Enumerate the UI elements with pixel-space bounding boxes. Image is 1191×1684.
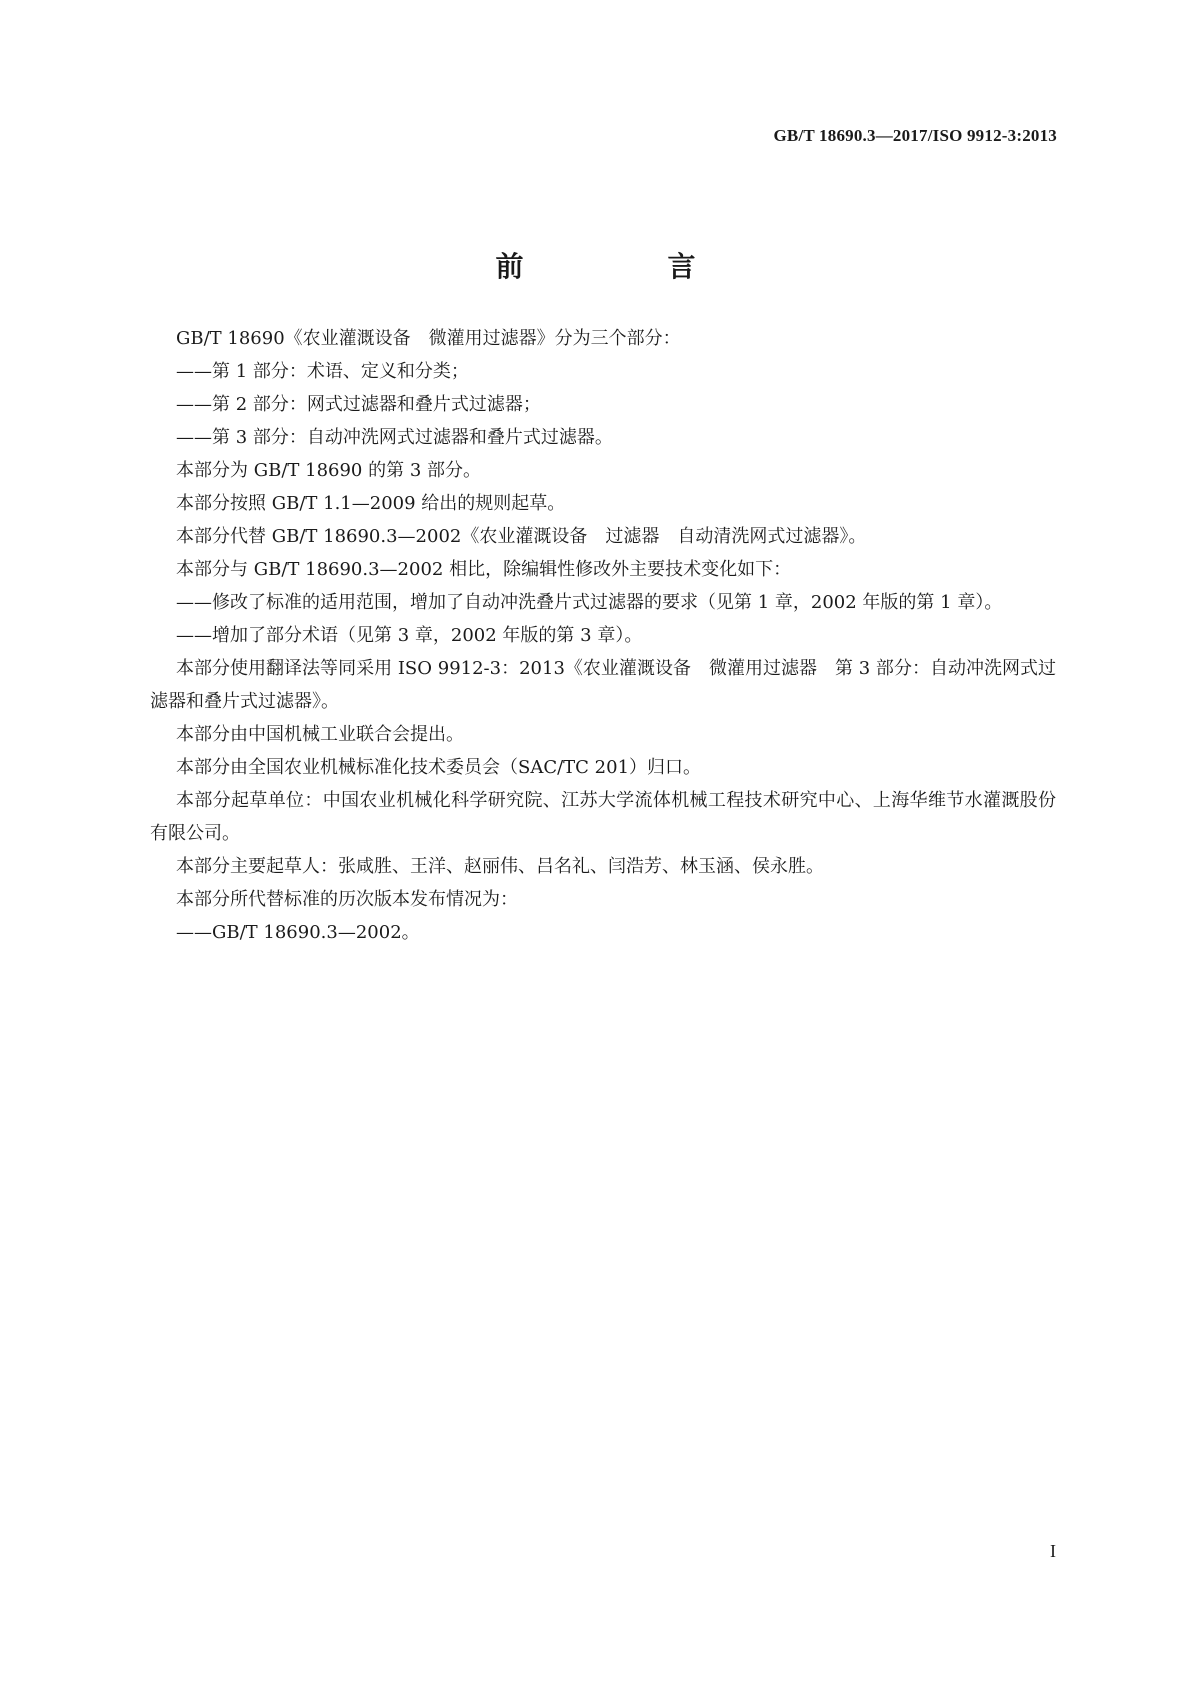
paragraph-iso-adoption: 本部分使用翻译法等同采用 ISO 9912-3：2013《农业灌溉设备 微灌用过滤器 第 3 部分：自动冲洗网式过滤器和叠片式过滤器》。 xyxy=(150,658,1056,712)
paragraph-under-jurisdiction: 本部分由全国农业机械标准化技术委员会（SAC/TC 201）归口。 xyxy=(176,757,702,778)
paragraph-drafting-rules: 本部分按照 GB/T 1.1—2009 给出的规则起草。 xyxy=(176,493,566,514)
standard-code-header: GB/T 18690.3—2017/ISO 9912-3:2013 xyxy=(773,126,1057,145)
paragraph-replaces: 本部分代替 GB/T 18690.3—2002《农业灌溉设备 过滤器 自动清洗网式过滤器》。 xyxy=(176,526,867,547)
list-item-change-terms: ——增加了部分术语（见第 3 章，2002 年版的第 3 章）。 xyxy=(176,625,643,646)
paragraph-part-number: 本部分为 GB/T 18690 的第 3 部分。 xyxy=(176,460,481,481)
list-item-change-scope: ——修改了标准的适用范围，增加了自动冲洗叠片式过滤器的要求（见第 1 章，2002 年版的第 1 章）。 xyxy=(176,592,1003,613)
paragraph-changes-intro: 本部分与 GB/T 18690.3—2002 相比，除编辑性修改外主要技术变化如下： xyxy=(176,559,792,580)
foreword-body xyxy=(150,322,1056,949)
list-item-part-3: ——第 3 部分：自动冲洗网式过滤器和叠片式过滤器。 xyxy=(176,427,613,448)
paragraph-history-intro: 本部分所代替标准的历次版本发布情况为： xyxy=(176,889,518,910)
paragraph-drafters: 本部分主要起草人：张咸胜、王洋、赵丽伟、吕名礼、闫浩芳、林玉涵、侯永胜。 xyxy=(176,856,824,877)
list-item-part-1: ——第 1 部分：术语、定义和分类； xyxy=(176,361,469,382)
paragraph-drafting-units: 本部分起草单位：中国农业机械化科学研究院、江苏大学流体机械工程技术研究中心、上海华维节水灌溉股份有限公司。 xyxy=(150,790,1056,844)
page-number: I xyxy=(1050,1541,1056,1561)
list-item-part-2: ——第 2 部分：网式过滤器和叠片式过滤器； xyxy=(176,394,541,415)
paragraph-proposed-by: 本部分由中国机械工业联合会提出。 xyxy=(176,724,464,745)
paragraph-series-intro: GB/T 18690《农业灌溉设备 微灌用过滤器》分为三个部分： xyxy=(176,328,681,349)
list-item-history-2002: ——GB/T 18690.3—2002。 xyxy=(176,922,420,943)
page-title: 前 言 xyxy=(495,249,754,283)
